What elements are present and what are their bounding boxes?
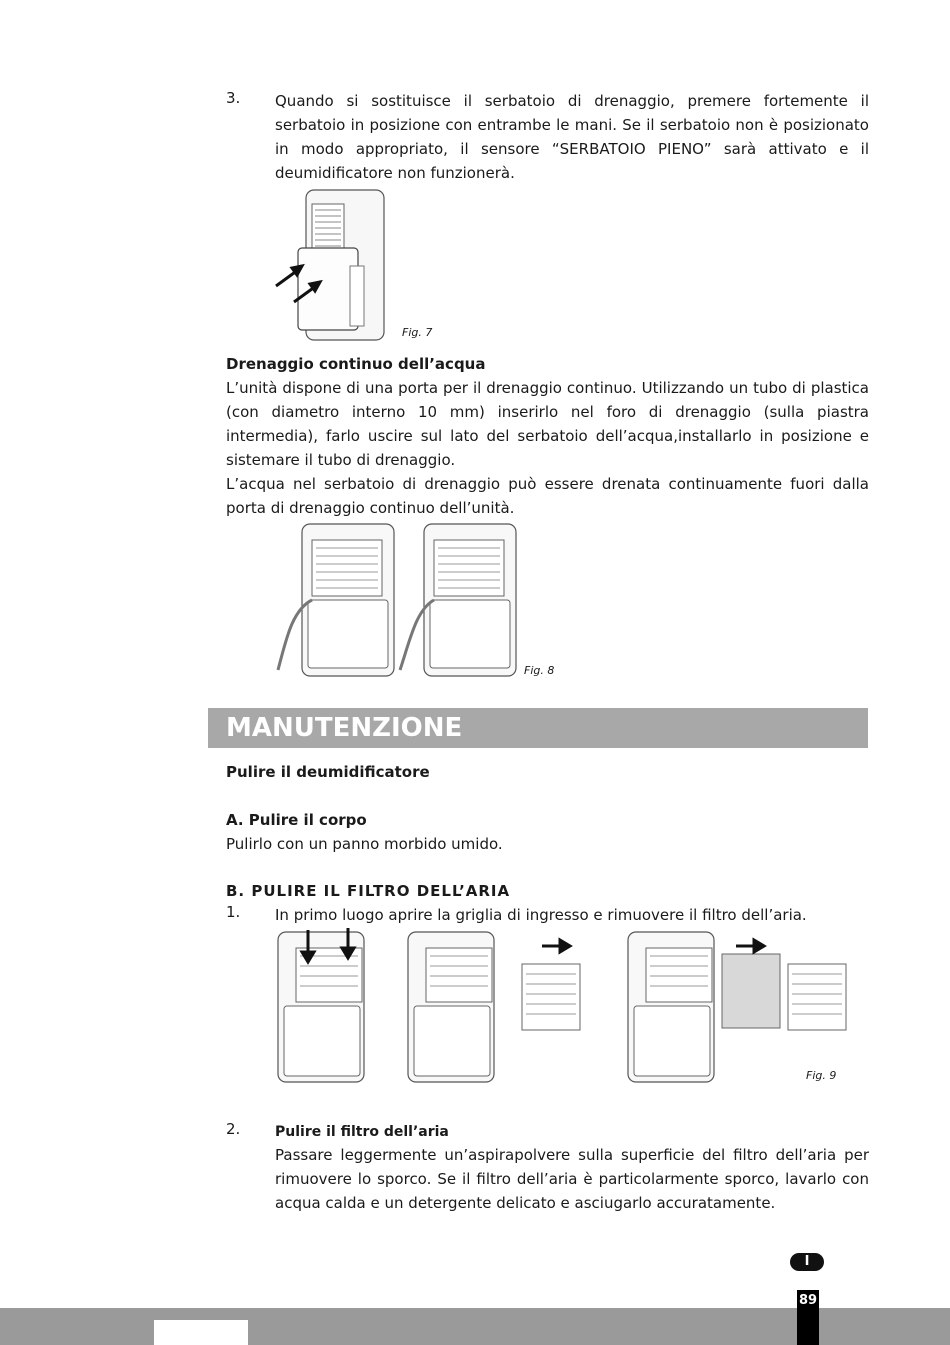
item-3-text: Quando si sostituisce il serbatoio di drenaggio, premere fortemente il serbatoio in posizione con entrambe le mani. Se il serbatoio non è posizionato in modo appropriato, il sensore “SERBATOIO PIENO” sarà attivato e il deumidificatore non funzionerà. [275,92,869,182]
language-badge: I [790,1253,824,1271]
item-2-heading: Pulire il filtro dell’aria [275,1124,449,1140]
b1-number: 1. [226,903,241,921]
item-2-number: 2. [226,1120,241,1138]
drain-para-2: L’acqua nel serbatoio di drenaggio può essere drenata continuamente fuori dalla porta di drenaggio continuo dell’unità. [226,475,869,517]
drain-para-1: L’unità dispone di una porta per il drenaggio continuo. Utilizzando un tubo di plastica (con diametro interno 10 mm) inserirlo nel foro di drenaggio (sulla piastra intermedia), farlo uscire sul lato del serbatoio dell’acqua,installarlo in posizione e sistemare il tubo di drenaggio. [226,379,869,469]
section-title: MANUTENZIONE [226,713,463,743]
drain-heading: Drenaggio continuo dell’acqua [226,355,486,373]
clean-body-heading: A. Pulire il corpo [226,811,367,829]
fig9-caption: Fig. 9 [806,1069,837,1082]
fig8-drainage-illustration [272,520,522,682]
clean-body-text: Pulirlo con un panno morbido umido. [226,835,503,853]
b1-text: In primo luogo aprire la griglia di ingresso e rimuovere il filtro dell’aria. [275,906,807,924]
footer-tab [154,1320,248,1345]
clean-filter-heading: B. PULIRE IL FILTRO DELL’ARIA [226,882,511,900]
fig7-caption: Fig. 7 [402,326,433,339]
fig9-filter-removal-illustration [272,926,868,1088]
item-3-number: 3. [226,89,241,107]
cleaning-heading: Pulire il deumidificatore [226,763,430,781]
item-2-text: Passare leggermente un’aspirapolvere sulla superficie del filtro dell’aria per rimuovere lo sporco. Se il filtro dell’aria è particolarmente sporco, lavarlo con acqua calda e un detergente delicato e asciugarlo accuratamente. [275,1146,869,1212]
fig7-dehumidifier-illustration [272,186,392,346]
fig8-caption: Fig. 8 [524,664,555,677]
page-number: 89 [797,1290,819,1345]
